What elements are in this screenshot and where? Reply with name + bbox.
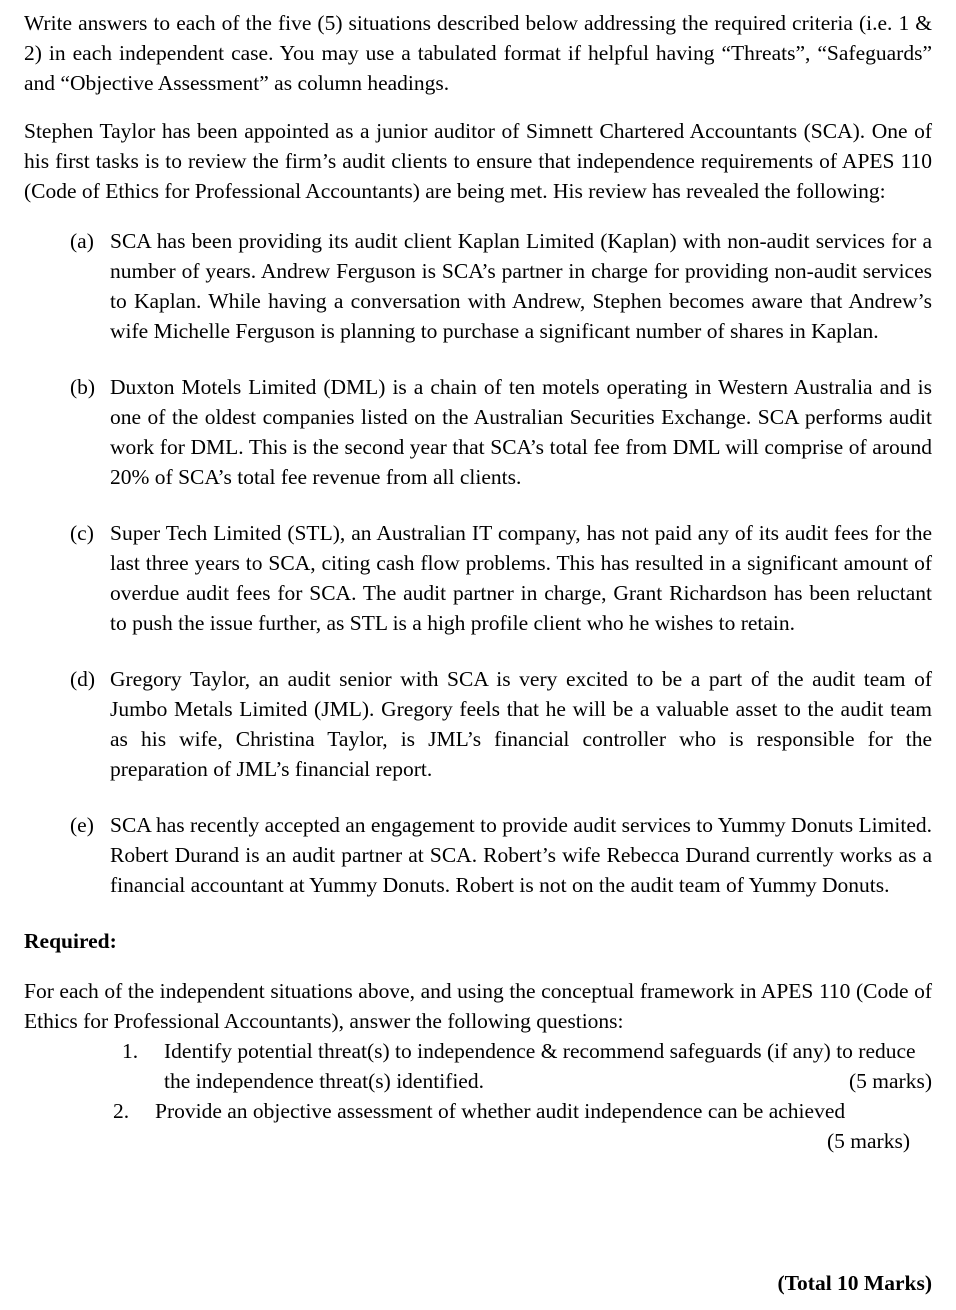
situation-marker-b: (b) (70, 375, 96, 399)
situation-marker-a: (a) (70, 229, 94, 253)
total-marks: (Total 10 Marks) (777, 1271, 932, 1295)
required-question-1 (24, 1036, 932, 1096)
situation-text-a: SCA has been providing its audit client Kaplan Limited (Kaplan) with non-audit services for a number of years. Andrew Ferguson is SCA’s partner in charge for providing non-audit services to Kaplan. While having a conversation with Andrew, Stephen becomes aware that Andrew’s wife Michelle Ferguson is planning to purchase a significant number of shares in Kaplan. (110, 229, 932, 343)
intro-paragraph-1: Write answers to each of the five (5) situations described below addressing the required criteria (i.e. 1 & 2) in each independent case. You may use a tabulated format if helpful having “Threats”, “Safeguards” and “Objective Assessment” as column headings. (24, 11, 932, 95)
situation-item-e (24, 810, 932, 900)
question-1-marks: (5 marks) (849, 1069, 932, 1093)
required-question-2 (24, 1096, 932, 1126)
situation-marker-c: (c) (70, 521, 94, 545)
required-heading: Required: (24, 929, 117, 953)
question-1-line-1: Identify potential threat(s) to independence & recommend safeguards (if any) to reduce (164, 1039, 916, 1063)
situation-text-d: Gregory Taylor, an audit senior with SCA is very excited to be a part of the audit team of Jumbo Metals Limited (JML). Gregory feels that he will be a valuable asset to the audit team as his wife, Christina Taylor, is JML’s financial controller who is responsible for the preparation of JML’s financial report. (110, 667, 932, 781)
question-2-number: 2. (113, 1099, 130, 1123)
required-questions-list (24, 1036, 932, 1126)
situation-item-c (24, 518, 932, 638)
question-1-number: 1. (122, 1039, 139, 1063)
situation-item-a (24, 226, 932, 346)
situation-marker-e: (e) (70, 813, 94, 837)
question-1-line-2: the independence threat(s) identified. (164, 1069, 484, 1093)
situations-list (24, 226, 932, 900)
question-2-marks: (5 marks) (827, 1129, 910, 1153)
question-1-line-2-row (164, 1066, 954, 1096)
situation-text-b: Duxton Motels Limited (DML) is a chain of ten motels operating in Western Australia and is one of the oldest companies listed on the Australian Securities Exchange. SCA performs audit work for DML. This is the second year that SCA’s total fee from DML will comprise of around 20% of SCA’s total fee revenue from all clients. (110, 375, 932, 489)
intro-paragraph-2: Stephen Taylor has been appointed as a junior auditor of Simnett Chartered Accountants (SCA). One of his first tasks is to review the firm’s audit clients to ensure that independence requirements of APES 110 (Code of Ethics for Professional Accountants) are being met. His review has revealed the following: (24, 119, 932, 203)
situation-text-e: SCA has recently accepted an engagement to provide audit services to Yummy Donuts Limited. Robert Durand is an audit partner at SCA. Robert’s wife Rebecca Durand currently works as a financial accountant at Yummy Donuts. Robert is not on the audit team of Yummy Donuts. (110, 813, 932, 897)
required-intro: For each of the independent situations above, and using the conceptual framework in APES 110 (Code of Ethics for Professional Accountants), answer the following questions: (24, 979, 932, 1033)
situation-marker-d: (d) (70, 667, 96, 691)
document-body (24, 8, 932, 1156)
question-2-line-1: Provide an objective assessment of whether audit independence can be achieved (155, 1099, 846, 1123)
situation-text-c: Super Tech Limited (STL), an Australian IT company, has not paid any of its audit fees for the last three years to SCA, citing cash flow problems. This has resulted in a significant amount of overdue audit fees for SCA. The audit partner in charge, Grant Richardson has been reluctant to push the issue further, as STL is a high profile client who he wishes to retain. (110, 521, 932, 635)
situation-item-b (24, 372, 932, 492)
situation-item-d (24, 664, 932, 784)
